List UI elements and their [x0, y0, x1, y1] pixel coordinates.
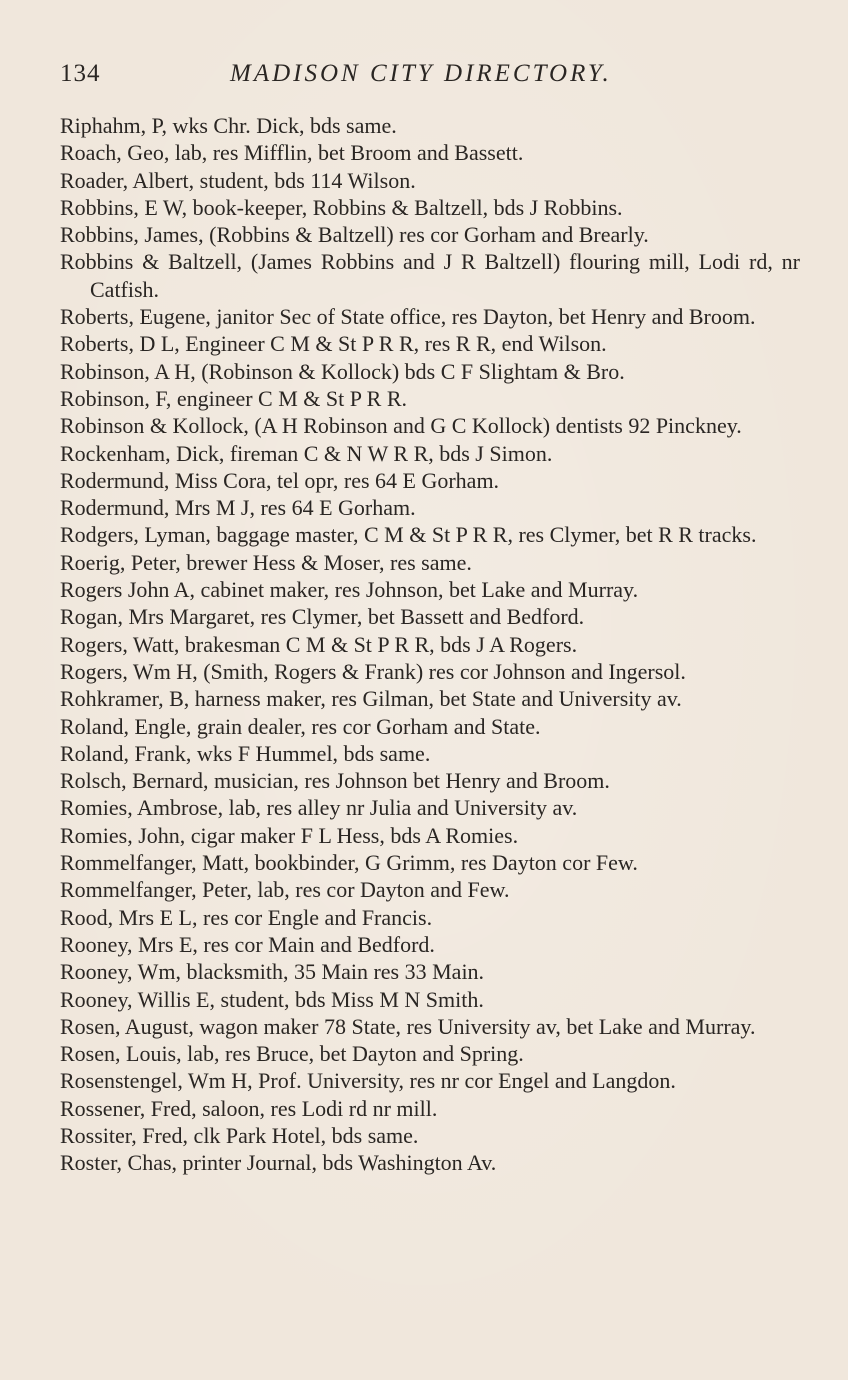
- directory-entry: Rodermund, Mrs M J, res 64 E Gorham.: [60, 495, 416, 521]
- directory-entry: Roberts, D L, Engineer C M & St P R R, res R R, end Wilson.: [60, 331, 607, 357]
- directory-entry: Rommelfanger, Peter, lab, res cor Dayton and Few.: [60, 877, 510, 903]
- directory-entry: Robinson & Kollock, (A H Robinson and G C Kollock) dentists 92 Pinckney.: [60, 413, 742, 439]
- directory-entry: Rogers John A, cabinet maker, res Johnson, bet Lake and Murray.: [60, 577, 639, 603]
- directory-entry: Rockenham, Dick, fireman C & N W R R, bds J Simon.: [60, 440, 553, 466]
- directory-entry: Rooney, Willis E, student, bds Miss M N Smith.: [60, 986, 484, 1012]
- directory-entry: Rogers, Wm H, (Smith, Rogers & Frank) res cor Johnson and Ingersol.: [60, 658, 686, 684]
- directory-entry: Roberts, Eugene, janitor Sec of State office, res Dayton, bet Henry and Broom.: [60, 304, 756, 330]
- directory-entry: Robinson, F, engineer C M & St P R R.: [60, 385, 408, 411]
- directory-entry: Robbins, E W, book-keeper, Robbins & Baltzell, bds J Robbins.: [60, 194, 623, 220]
- directory-entry: Robbins & Baltzell, (James Robbins and J R Baltzell) flouring mill, Lodi rd, nr Catfish.: [60, 249, 800, 302]
- directory-entry: Roader, Albert, student, bds 114 Wilson.: [60, 167, 416, 193]
- directory-entry: Rommelfanger, Matt, bookbinder, G Grimm, res Dayton cor Few.: [60, 850, 638, 876]
- directory-entry: Rolsch, Bernard, musician, res Johnson bet Henry and Broom.: [60, 768, 610, 794]
- directory-entry: Rohkramer, B, harness maker, res Gilman, bet State and University av.: [60, 686, 682, 712]
- directory-entry: Roster, Chas, printer Journal, bds Washington Av.: [60, 1150, 497, 1176]
- running-title: MADISON CITY DIRECTORY.: [230, 60, 612, 87]
- page-header: [60, 60, 790, 100]
- directory-entry: Rosen, Louis, lab, res Bruce, bet Dayton and Spring.: [60, 1041, 524, 1067]
- directory-entry: Riphahm, P, wks Chr. Dick, bds same.: [60, 113, 397, 138]
- directory-entry: Rosen, August, wagon maker 78 State, res University av, bet Lake and Murray.: [60, 1013, 756, 1039]
- directory-entry: Rogan, Mrs Margaret, res Clymer, bet Bassett and Bedford.: [60, 604, 585, 630]
- directory-entry: Rogers, Watt, brakesman C M & St P R R, bds J A Rogers.: [60, 631, 578, 657]
- directory-entry: Romies, John, cigar maker F L Hess, bds A Romies.: [60, 822, 519, 848]
- directory-entries: [60, 112, 800, 1177]
- directory-entry: Rosenstengel, Wm H, Prof. University, res nr cor Engel and Langdon.: [60, 1068, 676, 1094]
- directory-entry: Roach, Geo, lab, res Mifflin, bet Broom and Bassett.: [60, 140, 524, 166]
- directory-entry: Roerig, Peter, brewer Hess & Moser, res same.: [60, 549, 472, 575]
- directory-entry: Roland, Frank, wks F Hummel, bds same.: [60, 740, 431, 766]
- directory-entry: Rooney, Mrs E, res cor Main and Bedford.: [60, 931, 435, 957]
- directory-entry: Rood, Mrs E L, res cor Engle and Francis.: [60, 904, 433, 930]
- page-number: 134: [60, 60, 101, 87]
- directory-entry: Rossener, Fred, saloon, res Lodi rd nr mill.: [60, 1095, 438, 1121]
- directory-entry: Rodermund, Miss Cora, tel opr, res 64 E Gorham.: [60, 467, 500, 493]
- directory-entry: Rossiter, Fred, clk Park Hotel, bds same.: [60, 1122, 419, 1148]
- directory-entry: Roland, Engle, grain dealer, res cor Gorham and State.: [60, 713, 541, 739]
- directory-entry: Rodgers, Lyman, baggage master, C M & St P R R, res Clymer, bet R R tracks.: [60, 522, 757, 548]
- directory-entry: Robbins, James, (Robbins & Baltzell) res cor Gorham and Brearly.: [60, 222, 649, 248]
- directory-entry: Robinson, A H, (Robinson & Kollock) bds C F Slightam & Bro.: [60, 358, 625, 384]
- directory-entry: Romies, Ambrose, lab, res alley nr Julia and University av.: [60, 795, 578, 821]
- directory-entry: Rooney, Wm, blacksmith, 35 Main res 33 Main.: [60, 959, 485, 985]
